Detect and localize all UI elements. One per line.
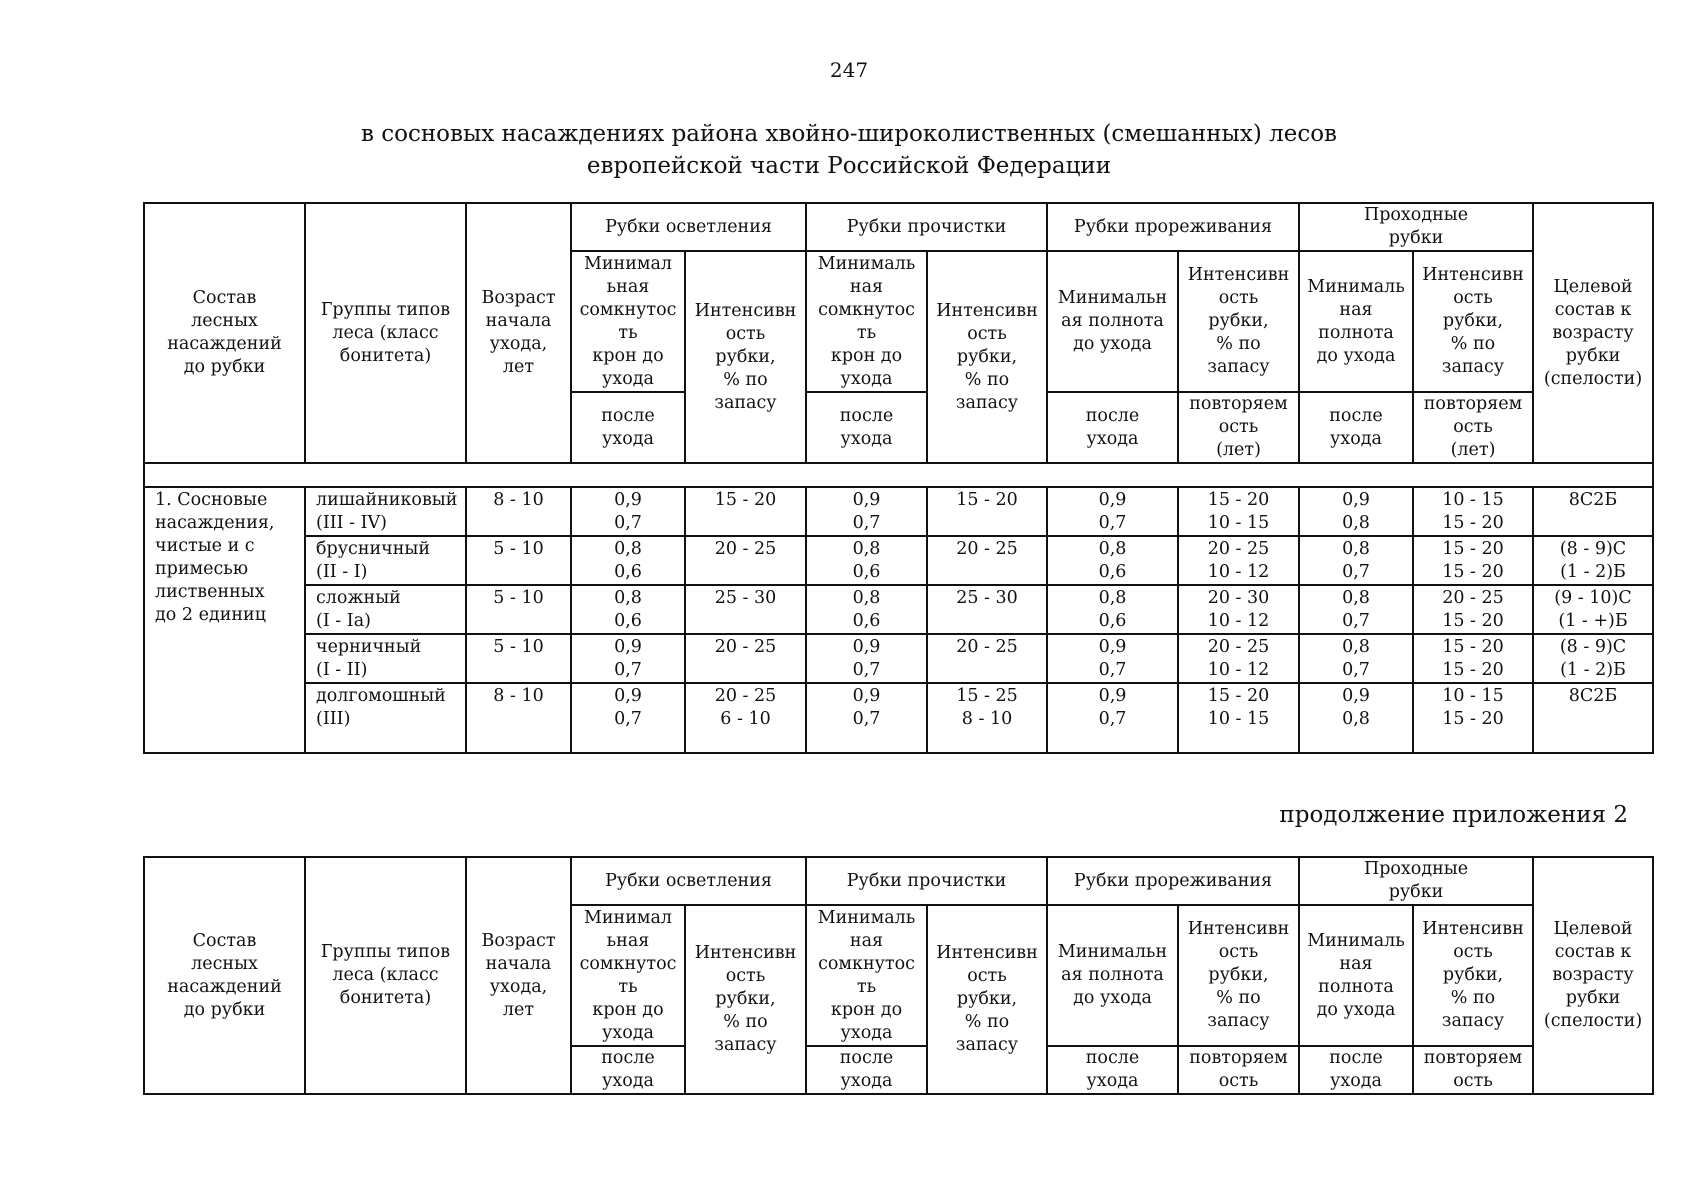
- col-header-pass-repeat: повторяем ость (лет): [1413, 392, 1533, 463]
- thinning-regime-table: [143, 202, 1654, 754]
- age-cell: 5 - 10: [466, 585, 571, 634]
- col-header-start-age: Возраст начала ухода, лет: [466, 857, 571, 1094]
- col-header-clean-after: после ухода: [806, 392, 927, 463]
- col-header-thin-density: Минимальн ая полнота до ухода: [1047, 905, 1178, 1046]
- forest-type-cell: черничный (I - II): [305, 634, 466, 683]
- col-header-thinning: Рубки прореживания: [1047, 203, 1299, 251]
- col-header-composition: Состав лесных насаждений до рубки: [144, 203, 305, 463]
- table-row: [144, 487, 1653, 536]
- col-header-clean-after: после ухода: [806, 1046, 927, 1094]
- col-header-clean-closure: Минималь ная сомкнутос ть крон до ухода: [806, 905, 927, 1046]
- thin-intensity-cell: 20 - 25 10 - 12: [1178, 536, 1299, 585]
- col-header-clean-closure: Минималь ная сомкнутос ть крон до ухода: [806, 251, 927, 392]
- col-header-light-after: после ухода: [571, 1046, 685, 1094]
- forest-type-cell: брусничный (II - I): [305, 536, 466, 585]
- thin-density-cell: 0,9 0,7: [1047, 487, 1178, 536]
- clean-intensity-cell: 20 - 25: [927, 536, 1047, 585]
- thin-density-cell: 0,8 0,6: [1047, 585, 1178, 634]
- continuation-label: продолжение приложения 2: [1279, 802, 1628, 828]
- pass-density-cell: 0,8 0,7: [1299, 536, 1413, 585]
- col-header-cleaning: Рубки прочистки: [806, 203, 1047, 251]
- table-row: [144, 536, 1653, 585]
- col-header-lightening: Рубки осветления: [571, 857, 806, 905]
- col-header-cleaning: Рубки прочистки: [806, 857, 1047, 905]
- page-number: 247: [829, 58, 869, 82]
- col-header-clean-intensity: Интенсивн ость рубки, % по запасу: [927, 251, 1047, 463]
- pass-intensity-cell: 10 - 15 15 - 20: [1413, 683, 1533, 753]
- light-intensity-cell: 20 - 25: [685, 634, 806, 683]
- light-intensity-cell: 15 - 20: [685, 487, 806, 536]
- pass-density-cell: 0,8 0,7: [1299, 634, 1413, 683]
- col-header-pass-intensity: Интенсивн ость рубки, % по запасу: [1413, 905, 1533, 1046]
- col-header-thin-density: Минимальн ая полнота до ухода: [1047, 251, 1178, 392]
- col-header-thin-intensity: Интенсивн ость рубки, % по запасу: [1178, 251, 1299, 392]
- col-header-clean-intensity: Интенсивн ость рубки, % по запасу: [927, 905, 1047, 1094]
- clean-closure-cell: 0,9 0,7: [806, 634, 927, 683]
- col-header-pass-after: после ухода: [1299, 392, 1413, 463]
- clean-closure-cell: 0,9 0,7: [806, 683, 927, 753]
- col-header-passing: Проходные рубки: [1299, 203, 1533, 251]
- col-header-pass-after: после ухода: [1299, 1046, 1413, 1094]
- age-cell: 5 - 10: [466, 634, 571, 683]
- col-header-light-closure: Минимал ьная сомкнутос ть крон до ухода: [571, 905, 685, 1046]
- header-row-groups: [144, 857, 1653, 905]
- composition-cell: 1. Сосновые насаждения, чистые и с примесью лиственных до 2 единиц: [144, 487, 305, 753]
- age-cell: 5 - 10: [466, 536, 571, 585]
- title-line-1: в сосновых насаждениях района хвойно-широколиственных (смешанных) лесов: [360, 121, 1338, 147]
- spacer-row: [144, 463, 1653, 487]
- col-header-pass-density: Минималь ная полнота до ухода: [1299, 905, 1413, 1046]
- pass-density-cell: 0,9 0,8: [1299, 487, 1413, 536]
- spacer-cell: [144, 463, 1653, 487]
- light-closure-cell: 0,9 0,7: [571, 683, 685, 753]
- target-cell: 8С2Б: [1533, 683, 1653, 753]
- col-header-light-intensity: Интенсивн ость рубки, % по запасу: [685, 251, 806, 463]
- light-closure-cell: 0,9 0,7: [571, 487, 685, 536]
- thin-intensity-cell: 15 - 20 10 - 15: [1178, 683, 1299, 753]
- col-header-forest-groups: Группы типов леса (класс бонитета): [305, 203, 466, 463]
- col-header-start-age: Возраст начала ухода, лет: [466, 203, 571, 463]
- forest-type-cell: долгомошный (III): [305, 683, 466, 753]
- target-cell: (8 - 9)С (1 - 2)Б: [1533, 536, 1653, 585]
- table-row: [144, 585, 1653, 634]
- thin-density-cell: 0,9 0,7: [1047, 683, 1178, 753]
- pass-intensity-cell: 15 - 20 15 - 20: [1413, 536, 1533, 585]
- col-header-pass-repeat: повторяем ость: [1413, 1046, 1533, 1094]
- pass-intensity-cell: 10 - 15 15 - 20: [1413, 487, 1533, 536]
- header-row-groups: [144, 203, 1653, 251]
- table-row: [144, 634, 1653, 683]
- col-header-thin-repeat: повторяем ость: [1178, 1046, 1299, 1094]
- col-header-light-after: после ухода: [571, 392, 685, 463]
- clean-intensity-cell: 20 - 25: [927, 634, 1047, 683]
- thin-intensity-cell: 20 - 25 10 - 12: [1178, 634, 1299, 683]
- thin-intensity-cell: 15 - 20 10 - 15: [1178, 487, 1299, 536]
- thin-intensity-cell: 20 - 30 10 - 12: [1178, 585, 1299, 634]
- target-cell: (8 - 9)С (1 - 2)Б: [1533, 634, 1653, 683]
- target-cell: 8С2Б: [1533, 487, 1653, 536]
- table-row: [144, 683, 1653, 753]
- clean-intensity-cell: 25 - 30: [927, 585, 1047, 634]
- col-header-thinning: Рубки прореживания: [1047, 857, 1299, 905]
- light-closure-cell: 0,8 0,6: [571, 536, 685, 585]
- col-header-thin-intensity: Интенсивн ость рубки, % по запасу: [1178, 905, 1299, 1046]
- col-header-thin-after: после ухода: [1047, 392, 1178, 463]
- target-cell: (9 - 10)С (1 - +)Б: [1533, 585, 1653, 634]
- col-header-pass-intensity: Интенсивн ость рубки, % по запасу: [1413, 251, 1533, 392]
- light-closure-cell: 0,8 0,6: [571, 585, 685, 634]
- forest-type-cell: лишайниковый (III - IV): [305, 487, 466, 536]
- col-header-passing: Проходные рубки: [1299, 857, 1533, 905]
- age-cell: 8 - 10: [466, 487, 571, 536]
- title-line-2: европейской части Российской Федерации: [586, 153, 1112, 179]
- col-header-thin-repeat: повторяем ость (лет): [1178, 392, 1299, 463]
- age-cell: 8 - 10: [466, 683, 571, 753]
- col-header-target: Целевой состав к возрасту рубки (спелости): [1533, 203, 1653, 463]
- col-header-target: Целевой состав к возрасту рубки (спелости): [1533, 857, 1653, 1094]
- col-header-pass-density: Минималь ная полнота до ухода: [1299, 251, 1413, 392]
- pass-intensity-cell: 20 - 25 15 - 20: [1413, 585, 1533, 634]
- clean-intensity-cell: 15 - 25 8 - 10: [927, 683, 1047, 753]
- col-header-light-closure: Минимал ьная сомкнутос ть крон до ухода: [571, 251, 685, 392]
- col-header-forest-groups: Группы типов леса (класс бонитета): [305, 857, 466, 1094]
- col-header-lightening: Рубки осветления: [571, 203, 806, 251]
- pass-intensity-cell: 15 - 20 15 - 20: [1413, 634, 1533, 683]
- light-intensity-cell: 25 - 30: [685, 585, 806, 634]
- pass-density-cell: 0,8 0,7: [1299, 585, 1413, 634]
- light-intensity-cell: 20 - 25 6 - 10: [685, 683, 806, 753]
- light-intensity-cell: 20 - 25: [685, 536, 806, 585]
- forest-type-cell: сложный (I - Ia): [305, 585, 466, 634]
- thin-density-cell: 0,9 0,7: [1047, 634, 1178, 683]
- pass-density-cell: 0,9 0,8: [1299, 683, 1413, 753]
- clean-closure-cell: 0,8 0,6: [806, 585, 927, 634]
- col-header-composition: Состав лесных насаждений до рубки: [144, 857, 305, 1094]
- continuation-table: [143, 856, 1654, 1095]
- clean-intensity-cell: 15 - 20: [927, 487, 1047, 536]
- page-title: [0, 118, 1698, 182]
- col-header-thin-after: после ухода: [1047, 1046, 1178, 1094]
- light-closure-cell: 0,9 0,7: [571, 634, 685, 683]
- col-header-light-intensity: Интенсивн ость рубки, % по запасу: [685, 905, 806, 1094]
- clean-closure-cell: 0,9 0,7: [806, 487, 927, 536]
- thin-density-cell: 0,8 0,6: [1047, 536, 1178, 585]
- clean-closure-cell: 0,8 0,6: [806, 536, 927, 585]
